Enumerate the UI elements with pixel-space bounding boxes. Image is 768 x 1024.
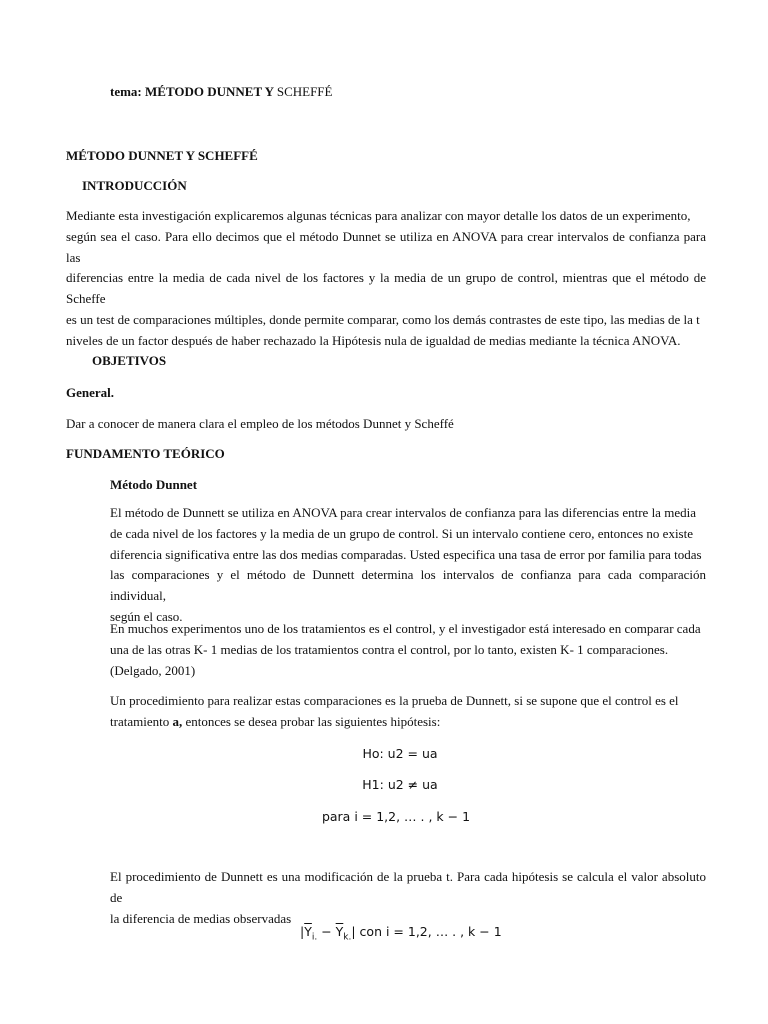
dunnet-subheading: Método Dunnet [110, 477, 198, 492]
intro-line: según sea el caso. Para ello decimos que el método Dunnet se utiliza en ANOVA para crear intervalos de confianza para las [66, 228, 706, 265]
intro-line: Mediante esta investigación explicaremos algunas técnicas para analizar con mayor detalle los datos de un experimento, [66, 208, 691, 223]
p3-text: tratamiento [110, 713, 173, 729]
general-text: Dar a conocer de manera clara el empleo de los métodos Dunnet y Scheffé [66, 416, 454, 431]
intro-line: niveles de un factor después de haber rechazado la Hipótesis nula de igualdad de medias mediante la técnica ANOVA. [66, 332, 681, 348]
p1-line: diferencia significativa entre las dos medias comparadas. Usted especifica una tasa de error por familia para todas [110, 546, 702, 562]
intro-heading: INTRODUCCIÓN [82, 178, 187, 193]
intro-line: diferencias entre la media de cada nivel de los factores y la media de un grupo de control, mientras que el método de Scheffe [66, 270, 706, 307]
p3-text: entonces se desea probar las siguientes hipótesis: [182, 713, 441, 729]
intro-line: es un test de comparaciones múltiples, donde permite comparar, como los demás contrastes de este tipo, las medias de la t [66, 311, 700, 327]
equation-h1: H1: u2 ≠ ua [362, 777, 438, 792]
dunnet-paragraph-4 [110, 867, 706, 929]
minus-sign: − [317, 924, 336, 939]
general-heading: General. [66, 385, 115, 400]
dunnet-paragraph-1 [110, 503, 706, 628]
p1-line: según el caso. [110, 608, 183, 624]
dunnet-paragraph-2 [110, 619, 706, 681]
abs-tail: | con i = 1,2, … . , k − 1 [351, 924, 502, 939]
p3-bold-a: a, [172, 713, 183, 729]
fundamento-heading: FUNDAMENTO TEÓRICO [66, 446, 225, 461]
tema-line [110, 84, 332, 100]
objetivos-heading: OBJETIVOS [92, 353, 167, 368]
y-bar-2: $\overline{Y}$ [335, 924, 344, 939]
y-sub-1: i. [311, 932, 318, 943]
intro-paragraph [66, 206, 706, 352]
p2-line: En muchos experimentos uno de los tratamientos es el control, y el investigador está interesado en comparar cada [110, 621, 701, 636]
y-sub-2: k. [343, 932, 352, 943]
equation-h0: Ho: u2 = ua [362, 746, 438, 761]
dunnet-paragraph-3 [110, 691, 706, 733]
p3-line: Un procedimiento para realizar estas comparaciones es la prueba de Dunnett, si se supone que el control es el [110, 693, 679, 708]
p2-line: (Delgado, 2001) [110, 662, 196, 678]
tema-label: tema: MÉTODO DUNNET Y [110, 84, 277, 99]
document-title: MÉTODO DUNNET Y SCHEFFÉ [66, 148, 258, 163]
equation-abs-diff: $|\overline{Y}_{i.} - \overline{Y}_{k.}|$ con i = 1,2, … . , k − 1 [300, 924, 502, 943]
p4-line: la diferencia de medias observadas [110, 910, 292, 926]
p4-line: El procedimiento de Dunnett es una modificación de la prueba t. Para cada hipótesis se calcula el valor absoluto de [110, 869, 706, 905]
p2-line: una de las otras K- 1 medias de los tratamientos contra el control, por lo tanto, existen K- 1 comparaciones. [110, 641, 669, 657]
equation-para: para i = 1,2, … . , k − 1 [321, 809, 471, 824]
p1-line: El método de Dunnett se utiliza en ANOVA para crear intervalos de confianza para las diferencias entre la media [110, 505, 696, 520]
y-bar-1: $\overline{Y}$ [304, 924, 312, 939]
tema-suffix: SCHEFFÉ [276, 84, 333, 99]
p1-line: las comparaciones y el método de Dunnett determina los intervalos de confianza para cada comparación individual, [110, 567, 706, 604]
p1-line: de cada nivel de los factores y la media de un grupo de control. Si un intervalo contiene cero, entonces no existe [110, 525, 693, 541]
p3-line-2 [110, 712, 706, 733]
